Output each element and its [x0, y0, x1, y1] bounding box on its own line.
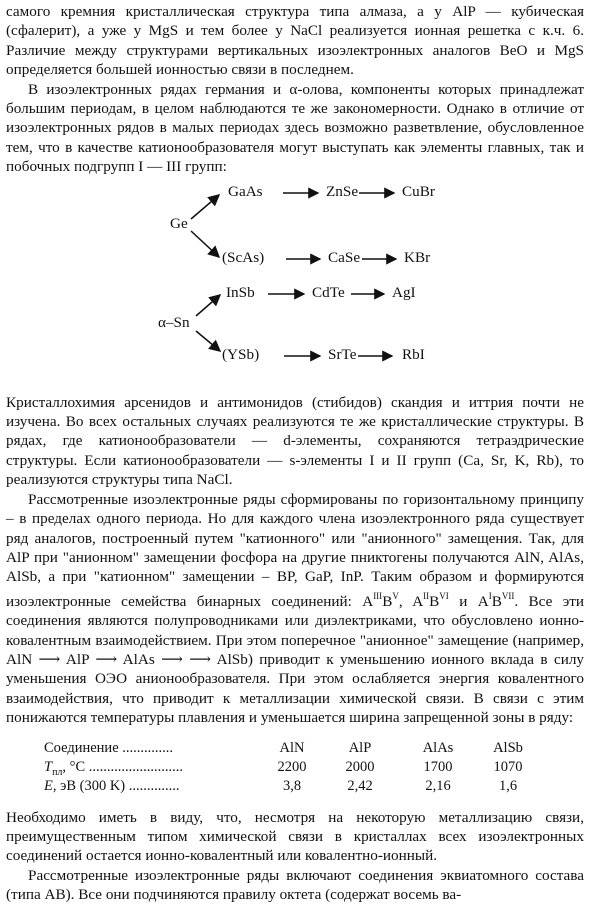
header-alas: AlAs: [422, 739, 454, 756]
family-a3b5: $A^{III}B^V$: [362, 590, 399, 610]
cell-e-alp: 2,42: [347, 777, 373, 794]
family-a2b6: $A^{II}B^{VI}$: [412, 590, 449, 610]
scheme-ge-bottom-1: (ScAs): [222, 248, 265, 266]
sn-top-branch-arrow: [196, 295, 220, 316]
scheme-arrows: [6, 183, 584, 389]
paragraph-octet-rule: Рассмотренные изоэлектронные ряды включают соединения эквиатомного состава (типа AB). Все они подчиняются правилу октета (содержат восемь ва-: [6, 866, 584, 904]
ge-bottom-branch-arrow: [191, 231, 219, 257]
paragraph-metallization-note: Необходимо иметь в виду, что, несмотря на некоторую металлизацию связи, преимущественным типом химической связи в кристаллах всех изоэлектронных соединений остается ионно-ковалентный или ковалентно-ионный.: [6, 808, 584, 865]
scheme-sn-bottom-1: (YSb): [222, 345, 260, 363]
scheme-sn-top-2: CdTe: [312, 283, 345, 301]
cell-tpl-aln: 2200: [277, 758, 307, 775]
paragraph-intro: самого кремния кристаллическая структура типа алмаза, а у AlP — кубическая (сфалерит), а уже у MgS и тем более у NaCl реализуется ионная решетка с к.ч. 6. Различие между структурами вертикальных изоэлектронных аналогов BeO и MgS определяется большей ионностью связи в последнем.: [6, 3, 584, 79]
scheme-sn-bottom-2: SrTe: [328, 345, 357, 363]
isoelectronic-branching-scheme: [6, 183, 584, 389]
cell-tpl-alsb: 1070: [493, 758, 523, 775]
header-alp: AlP: [348, 739, 372, 756]
families-lead-text: Рассмотренные изоэлектронные ряды сформированы по горизонтальному принципу – в пределах одного периода. Но для каждого члена изоэлектронного ряда существует ряд аналогов, построенный путем "катионного" или "анионного" замещения. Так, для AlP при "анионном" замещении фосфора на другие пниктогены получаются AlN, AlAs, AlSb, а при "катионном" замещении – BP, GaP, InP. Таким образом и формируются изоэлектронные семейства бинарных соединений:: [6, 490, 584, 610]
scheme-sn-top-1: InSb: [226, 283, 255, 301]
cell-e-alsb: 1,6: [498, 777, 518, 794]
cell-tpl-alp: 2000: [345, 758, 375, 775]
header-aln: AlN: [279, 739, 305, 756]
scheme-ge-top-1: GaAs: [228, 182, 263, 200]
scheme-ge-bottom-3: KBr: [404, 248, 431, 266]
ge-top-branch-arrow: [191, 195, 219, 219]
scheme-alpha-sn: α–Sn: [158, 313, 190, 331]
paragraph-isoelectronic-families: Рассмотренные изоэлектронные ряды сформированы по горизонтальному принципу – в пределах одного периода. Но для каждого члена изоэлектронного ряда существует ряд аналогов, построенный путем "катионного" или "анионного" замещения. Так, для AlP при "анионном" замещении фосфора на другие пниктогены получаются AlN, AlAs, AlSb, а при "катионном" замещении – BP, GaP, InP. Таким образом и формируются изоэлектронные семейства бинарных соединений: $A^{III}B^V$, $A^{II}B^{VI}$ и $A^IB^{VII}$. Все эти соединения являются полупроводниками или диэлектриками, что обусловлено ионно-ковалентным взаимодействием. При этом поперечное "анионное" замещение (например, AlN ⟶ AlP ⟶ AlAs ⟶ ⟶ AlSb) приводит к уменьшению ионного вклада в силу уменьшения ОЭО анионообразователя. При этом ослабляется энергия ковалентного взаимодействия, что приводит к металлизации химической связи. В связи с этим понижаются температуры плавления и уменьшается ширина запрещенной зоны в ряду:: [6, 490, 585, 727]
row-label-melting-point: $T_{пл}$, °C ..........................: [44, 758, 184, 778]
row-label-band-gap: E, эВ (300 K) ..............: [44, 777, 180, 794]
cell-tpl-alas: 1700: [423, 758, 453, 775]
properties-table: [6, 740, 584, 798]
cell-e-aln: 3,8: [282, 777, 302, 794]
families-trailing-text: . Все эти соединения являются полупроводниками или диэлектриками, что обусловлено ионно-ковалентным взаимодействием. При этом поперечное "анионное" замещение (например, AlN ⟶ AlP ⟶ AlAs ⟶ ⟶ AlSb) приводит к уменьшению ионного вклада в силу уменьшения ОЭО анионообразователя. При этом ослабляется энергия ковалентного взаимодействия, что приводит к металлизации химической связи. В связи с этим понижаются температуры плавления и уменьшается ширина запрещенной зоны в ряду:: [6, 592, 585, 727]
document-page: [6, 2, 584, 905]
scheme-sn-top-3: AgI: [392, 283, 416, 301]
header-alsb: AlSb: [493, 739, 523, 756]
scheme-ge-bottom-2: CaSe: [328, 248, 361, 266]
scheme-sn-bottom-3: RbI: [402, 345, 425, 363]
paragraph-ge-sn-rows: В изоэлектронных рядах германия и α-олова, компоненты которых принадлежат большим периодам, в целом наблюдаются те же закономерности. Однако в отличие от изоэлектронных рядов в малых периодах здесь возможно разветвление, обусловленное тем, что в качестве катионообразователя могут выступать как элементы главных, так и побочных подгрупп I — III групп:: [6, 80, 584, 176]
family-a1b7: $A^IB^{VII}$: [477, 590, 515, 610]
header-compound: Соединение ..............: [44, 739, 174, 756]
scheme-ge: Ge: [170, 214, 188, 232]
scheme-ge-top-3: CuBr: [402, 182, 435, 200]
cell-e-alas: 2,16: [425, 777, 451, 794]
paragraph-crystal-chemistry: Кристаллохимия арсенидов и антимонидов (стибидов) скандия и иттрия почти не изучена. Во всех остальных случаях реализуются те же кристаллические структуры. В рядах, где катионообразователи — d-элементы, сохраняются тетраэдрические структуры. Если катионообразователи — s-элементы I и II групп (Ca, Sr, K, Rb), то реализуются структуры типа NaCl.: [6, 393, 584, 489]
scheme-ge-top-2: ZnSe: [326, 182, 359, 200]
sn-bottom-branch-arrow: [196, 331, 220, 351]
